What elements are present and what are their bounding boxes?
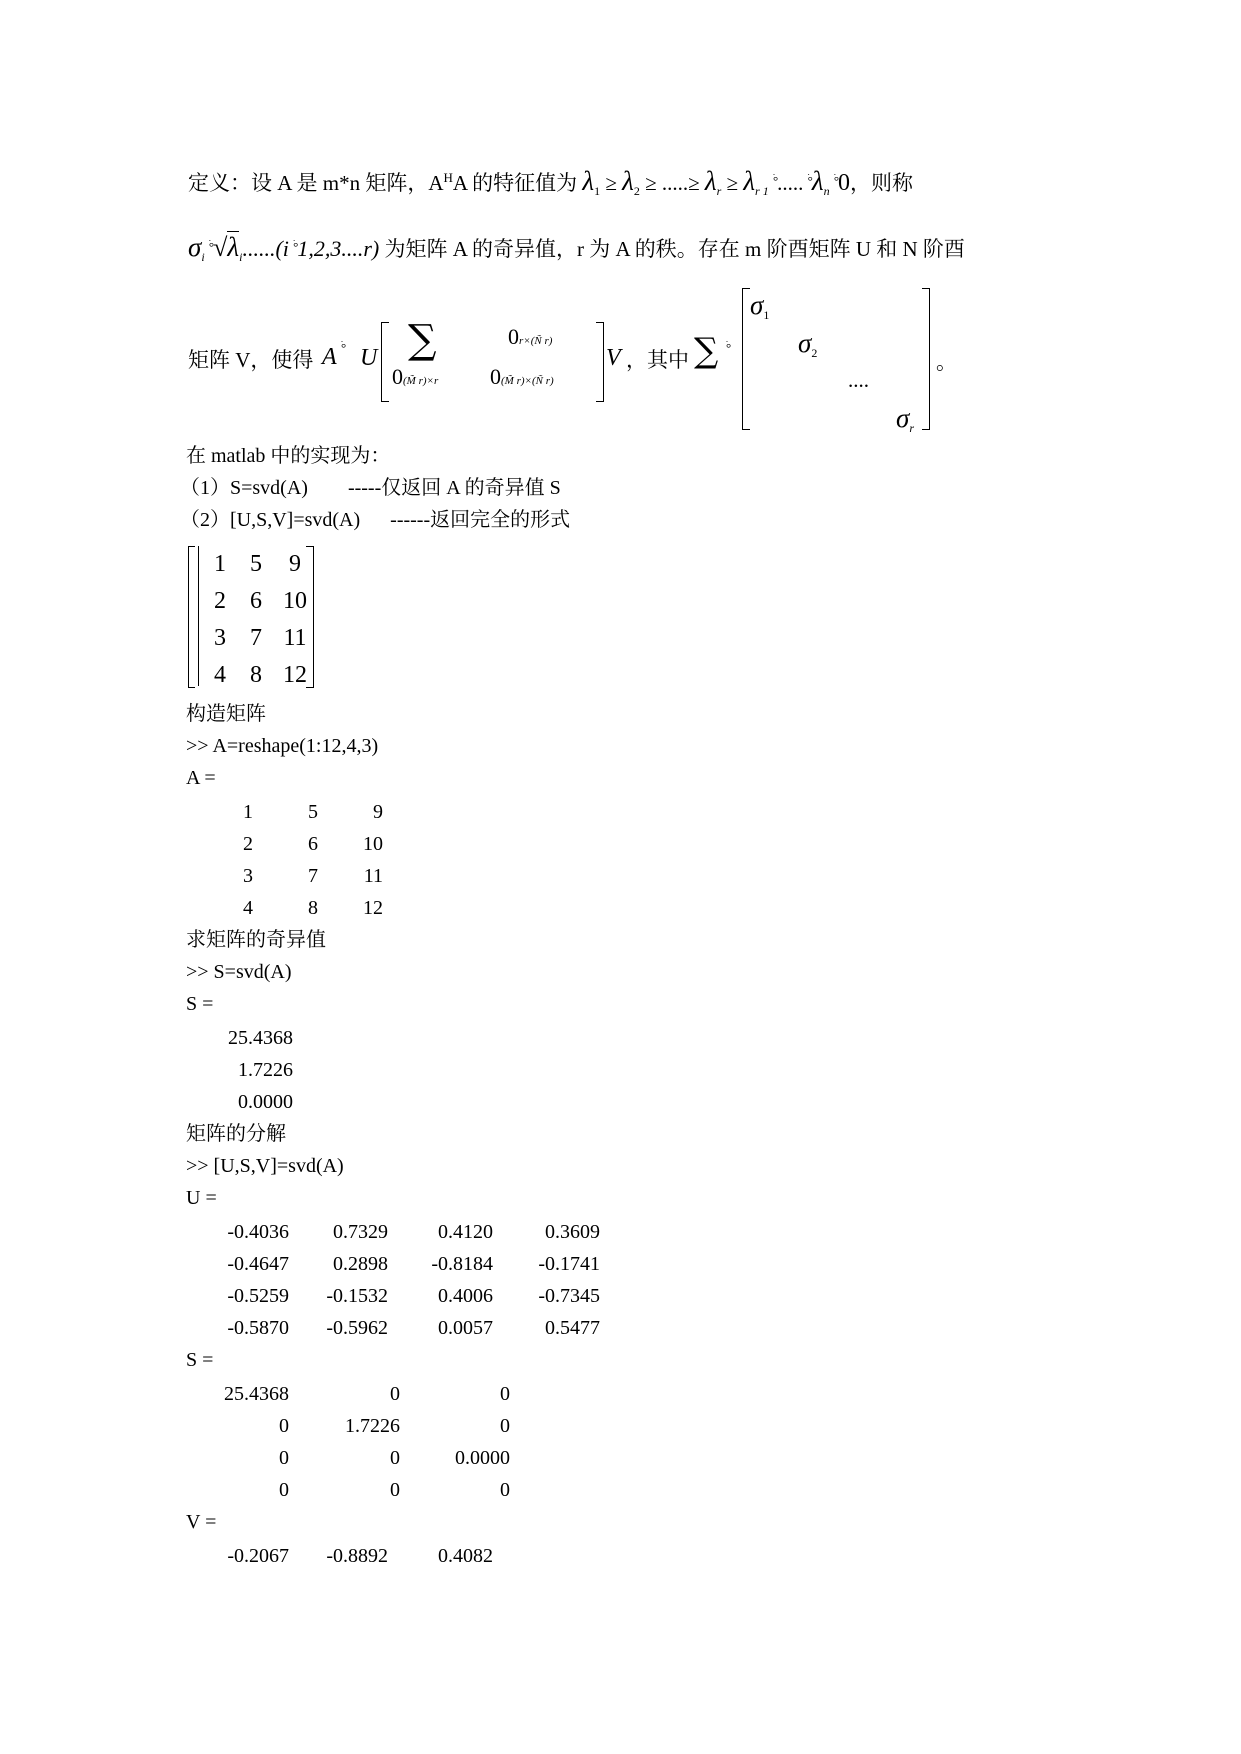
S2-value-cell: 0 (500, 1415, 510, 1437)
U-value-cell: 0.4006 (438, 1285, 493, 1307)
diag-sigma-2: $\sigma_2$ (798, 328, 818, 360)
example-matrix-cell: 6 (250, 588, 262, 614)
U-value-cell: 0.7329 (333, 1221, 388, 1243)
example-matrix-cell: 10 (283, 588, 307, 614)
example-matrix-cell: 12 (283, 662, 307, 688)
item-2: （2）[U,S,V]=svd(A) ------返回完全的形式 (180, 509, 571, 531)
formula-V: V (606, 345, 621, 371)
S2-value-cell: 0.0000 (455, 1447, 510, 1469)
U-value-cell: 0.4120 (438, 1221, 493, 1243)
A-value-cell: 5 (308, 801, 318, 823)
diag-sigma-r: $\sigma_r$ (896, 403, 914, 435)
example-matrix-bracket-left-outer (188, 546, 195, 688)
block-matrix-right-bracket (596, 322, 604, 402)
definition-line-2: $\sigma_i$ $^{ׄ^\circ}√\lambda_i......(i$ ׄ°1,2,3....r) 为矩阵 A 的奇异值，r 为 A 的秩。存在 m 阶酉矩阵 U 和 N 阶酉 (188, 232, 965, 264)
diag-sigma-1: $\sigma_1$ (750, 290, 770, 322)
S-value: 1.7226 (238, 1059, 293, 1081)
example-matrix-cell: 4 (214, 662, 226, 688)
A-value-cell: 12 (363, 897, 383, 919)
A-value-cell: 6 (308, 833, 318, 855)
block-zero-top-right: 0r×(Ñ r) (508, 324, 553, 349)
U-value-cell: 0.5477 (545, 1317, 600, 1339)
V-label: V = (186, 1511, 217, 1533)
example-matrix-cell: 9 (289, 551, 301, 577)
example-matrix-cell: 1 (214, 551, 226, 577)
S2-value-cell: 1.7226 (345, 1415, 400, 1437)
S2-value-cell: 0 (390, 1383, 400, 1405)
sigma-symbol: ∑ (694, 331, 719, 371)
U-value-cell: -0.8184 (431, 1253, 493, 1275)
S2-value-cell: 25.4368 (224, 1383, 289, 1405)
construct-heading: 构造矩阵 (186, 703, 266, 725)
A-value-cell: 10 (363, 833, 383, 855)
block-zero-bottom-left: 0(M̃ r)×r (392, 364, 439, 389)
diag-dots: .... (848, 368, 869, 392)
S-value: 0.0000 (238, 1091, 293, 1113)
diag-matrix-left-bracket (742, 288, 750, 430)
A-value-cell: 7 (308, 865, 318, 887)
U-value-cell: -0.1532 (326, 1285, 388, 1307)
decomp-heading: 矩阵的分解 (186, 1123, 286, 1145)
U-value-cell: -0.5962 (326, 1317, 388, 1339)
S-label: S = (186, 993, 214, 1015)
U-value-cell: -0.5870 (227, 1317, 289, 1339)
block-zero-bottom-right: 0(M̃ r)×(Ñ r) (490, 364, 554, 389)
diag-matrix-right-bracket (922, 288, 930, 430)
S2-value-cell: 0 (279, 1447, 289, 1469)
U-value-cell: -0.7345 (538, 1285, 600, 1307)
U-value-cell: 0.0057 (438, 1317, 493, 1339)
A-value-cell: 9 (373, 801, 383, 823)
formula-U: U (360, 345, 378, 371)
example-matrix-cell: 5 (250, 551, 262, 577)
S2-value-cell: 0 (279, 1415, 289, 1437)
cmd-svd: >> S=svd(A) (186, 961, 292, 983)
block-matrix-sigma: ∑ (408, 317, 437, 363)
cmd-reshape: >> A=reshape(1:12,4,3) (186, 735, 379, 757)
U-value-cell: -0.5259 (227, 1285, 289, 1307)
cmd-usv: >> [U,S,V]=svd(A) (186, 1155, 344, 1177)
A-label: A = (186, 767, 216, 789)
definition-line-3-prefix: 矩阵 V，使得 (188, 348, 314, 372)
A-value-cell: 1 (243, 801, 253, 823)
S2-label: S = (186, 1349, 214, 1371)
A-value-cell: 3 (243, 865, 253, 887)
A-value-cell: 2 (243, 833, 253, 855)
S2-value-cell: 0 (279, 1479, 289, 1501)
matlab-intro: 在 matlab 中的实现为： (186, 445, 391, 467)
example-matrix-cell: 7 (250, 625, 262, 651)
formula-garbled-eq-1: ׄ° (342, 340, 346, 355)
formula-end-period: 。 (936, 350, 957, 374)
example-matrix-cell: 11 (283, 625, 307, 651)
S2-value-cell: 0 (500, 1479, 510, 1501)
formula-garbled-eq-2: ׄ° (727, 340, 731, 355)
U-value-cell: -0.4036 (227, 1221, 289, 1243)
S2-value-cell: 0 (390, 1447, 400, 1469)
example-matrix-cell: 8 (250, 662, 262, 688)
S2-value-cell: 0 (390, 1479, 400, 1501)
U-label: U = (186, 1187, 217, 1209)
formula-A: A (322, 344, 337, 370)
formula-qizhong: ，其中 (626, 348, 689, 372)
V-value-cell: -0.2067 (227, 1545, 289, 1567)
S2-value-cell: 0 (500, 1383, 510, 1405)
definition-line-1: 定义：设 A 是 m*n 矩阵，$A^HA$ 的特征值为 $\lambda_1 \ge \lambda_2$ ≥ .....≥ $\lambda_r \ge \lambda_{r 1}$ ׄ°..... $^{ׄ^\circ}\lambda_n$ ׄ°0，则称 (188, 166, 914, 198)
example-matrix-cell: 2 (214, 588, 226, 614)
U-value-cell: -0.1741 (538, 1253, 600, 1275)
item-1: （1）S=svd(A) -----仅返回 A 的奇异值 S (180, 477, 561, 499)
singular-heading: 求矩阵的奇异值 (186, 929, 326, 951)
U-value-cell: -0.4647 (227, 1253, 289, 1275)
U-value-cell: 0.2898 (333, 1253, 388, 1275)
A-value-cell: 4 (243, 897, 253, 919)
V-value-cell: 0.4082 (438, 1545, 493, 1567)
block-matrix-left-bracket (381, 322, 389, 402)
U-value-cell: 0.3609 (545, 1221, 600, 1243)
A-value-cell: 11 (363, 865, 383, 887)
example-matrix-cell: 3 (214, 625, 226, 651)
A-value-cell: 8 (308, 897, 318, 919)
V-value-cell: -0.8892 (326, 1545, 388, 1567)
S-value: 25.4368 (228, 1027, 293, 1049)
